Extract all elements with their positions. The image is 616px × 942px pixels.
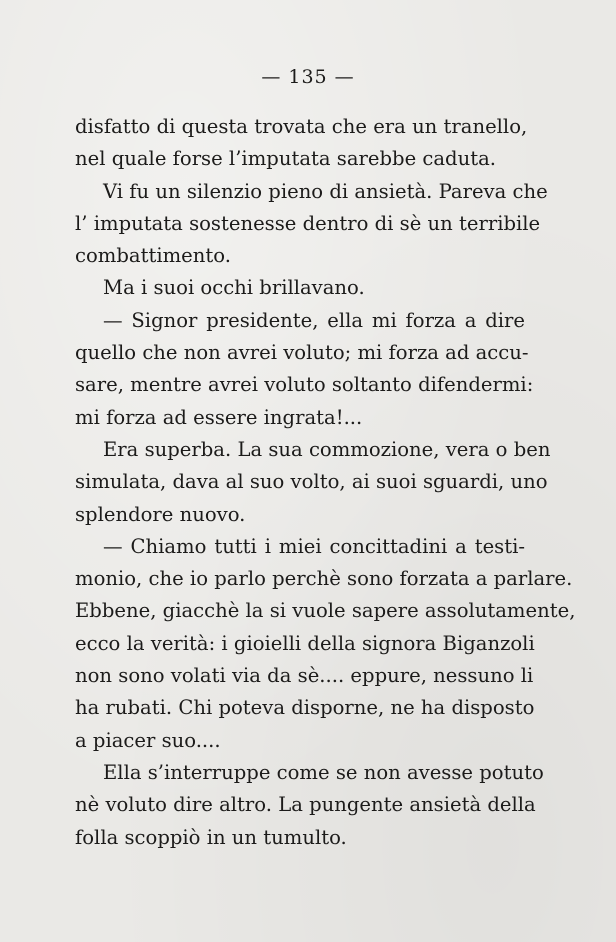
text-line: folla scoppiò in un tumulto.	[75, 825, 347, 849]
text-line: Era superba. La sua commozione, vera o ben	[103, 437, 551, 461]
text-line: mi forza ad essere ingrata!...	[75, 405, 363, 429]
text-line: combattimento.	[75, 244, 231, 268]
text-line: simulata, dava al suo volto, ai suoi sguardi, uno	[75, 470, 548, 494]
text-line: splendore nuovo.	[75, 502, 246, 526]
text-line: ha rubati. Chi poteva disporne, ne ha disposto	[75, 696, 535, 720]
text-line: monio, che io parlo perchè sono forzata a parlare.	[75, 567, 573, 591]
body-text	[75, 111, 576, 854]
text-line: — Chiamo tutti i miei concittadini a testi-	[103, 534, 525, 558]
text-line: ecco la verità: i gioielli della signora Biganzoli	[75, 631, 535, 655]
page-number: — 135 —	[261, 66, 355, 88]
text-line: disfatto di questa trovata che era un tranello,	[75, 115, 528, 138]
text-line: Ma i suoi occhi brillavano.	[103, 276, 365, 300]
text-line: — Signor presidente, ella mi forza a dire	[103, 308, 525, 332]
text-line: l’ imputata sostenesse dentro di sè un terribile	[75, 211, 541, 235]
text-line: nè voluto dire altro. La pungente ansietà della	[75, 793, 536, 817]
text-line: nel quale forse l’imputata sarebbe caduta.	[75, 147, 496, 171]
text-line: sare, mentre avrei voluto soltanto difendermi:	[75, 373, 534, 397]
text-line: quello che non avrei voluto; mi forza ad accu-	[75, 341, 529, 365]
text-line: a piacer suo....	[75, 728, 221, 752]
text-line: Vi fu un silenzio pieno di ansietà. Pareva che	[103, 179, 548, 203]
text-line: Ebbene, giacchè la si vuole sapere assolutamente,	[75, 599, 576, 623]
text-line: Ella s’interruppe come se non avesse potuto	[103, 760, 544, 784]
text-line: non sono volati via da sè.... eppure, nessuno li	[75, 664, 534, 688]
